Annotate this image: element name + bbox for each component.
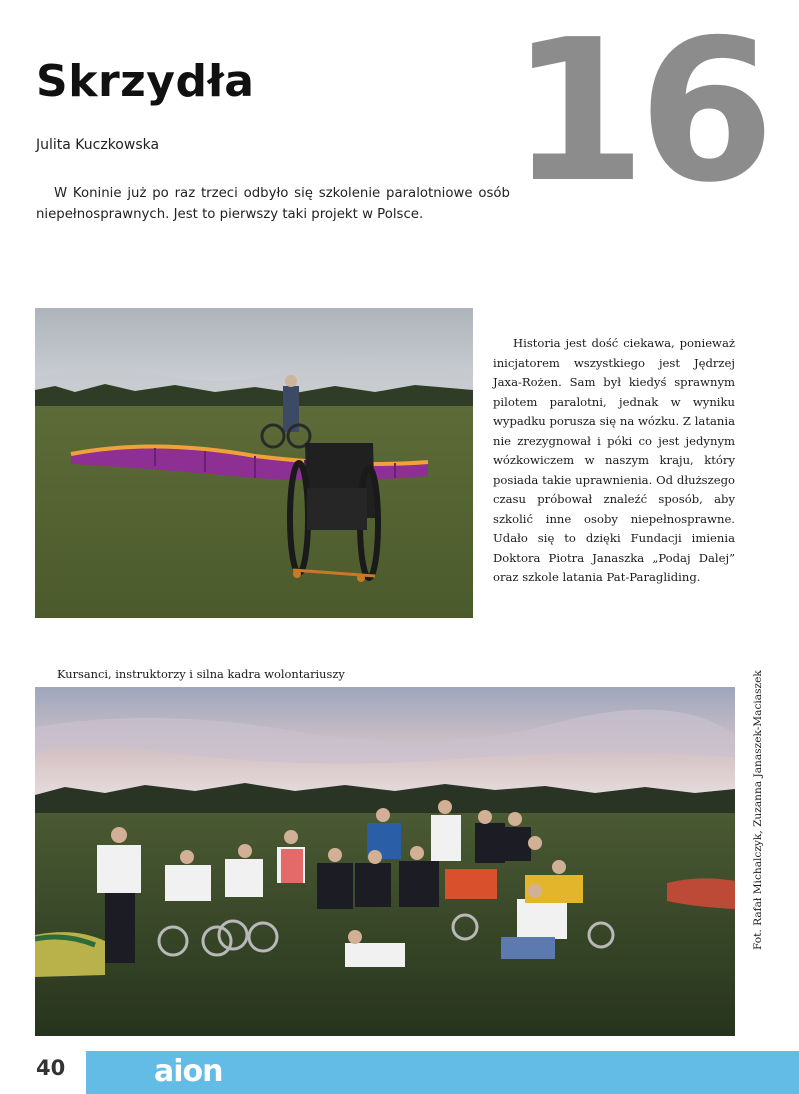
article-title: Skrzydła — [36, 56, 255, 107]
body-paragraph: Historia jest dość ciekawa, ponieważ inicjatorem wszystkiego jest Jędrzej Jaxa-Rożen. Sam był kiedyś sprawnym pilotem paralotni, jednak w wyniku wypadku porusza się na wózku. Z latania nie zrezygnował i póki co jest jedynym wózkowiczem w naszym kraju, który posiada takie uprawnienia. Od dłuższego czasu próbował znaleźć sposób, aby szkolić inne osoby niepełnosprawne. Udało się to dzięki Fundacji imienia Doktora Piotra Janaszka „Podaj Dalej” oraz szkole latania Pat-Paragliding. — [493, 336, 735, 584]
author-name: Julita Kuczkowska — [36, 137, 160, 153]
lead-paragraph: W Koninie już po raz trzeci odbyło się szkolenie paralotniowe osób niepełnosprawnych. Jest to pierwszy taki projekt w Polsce. — [36, 186, 510, 222]
issue-number: 16 — [510, 0, 767, 226]
photo-group — [35, 687, 735, 1036]
magazine-logo: aion — [154, 1054, 223, 1089]
photo-paraglider-wheelchair — [35, 308, 473, 618]
photo-caption: Kursanci, instruktorzy i silna kadra wolontariuszy — [57, 667, 345, 681]
footer-bar — [86, 1051, 799, 1094]
photo-credit: Fot. Rafał Michalczyk, Zuzanna Janaszek-Maciaszek — [752, 670, 764, 950]
page-number: 40 — [36, 1056, 66, 1080]
